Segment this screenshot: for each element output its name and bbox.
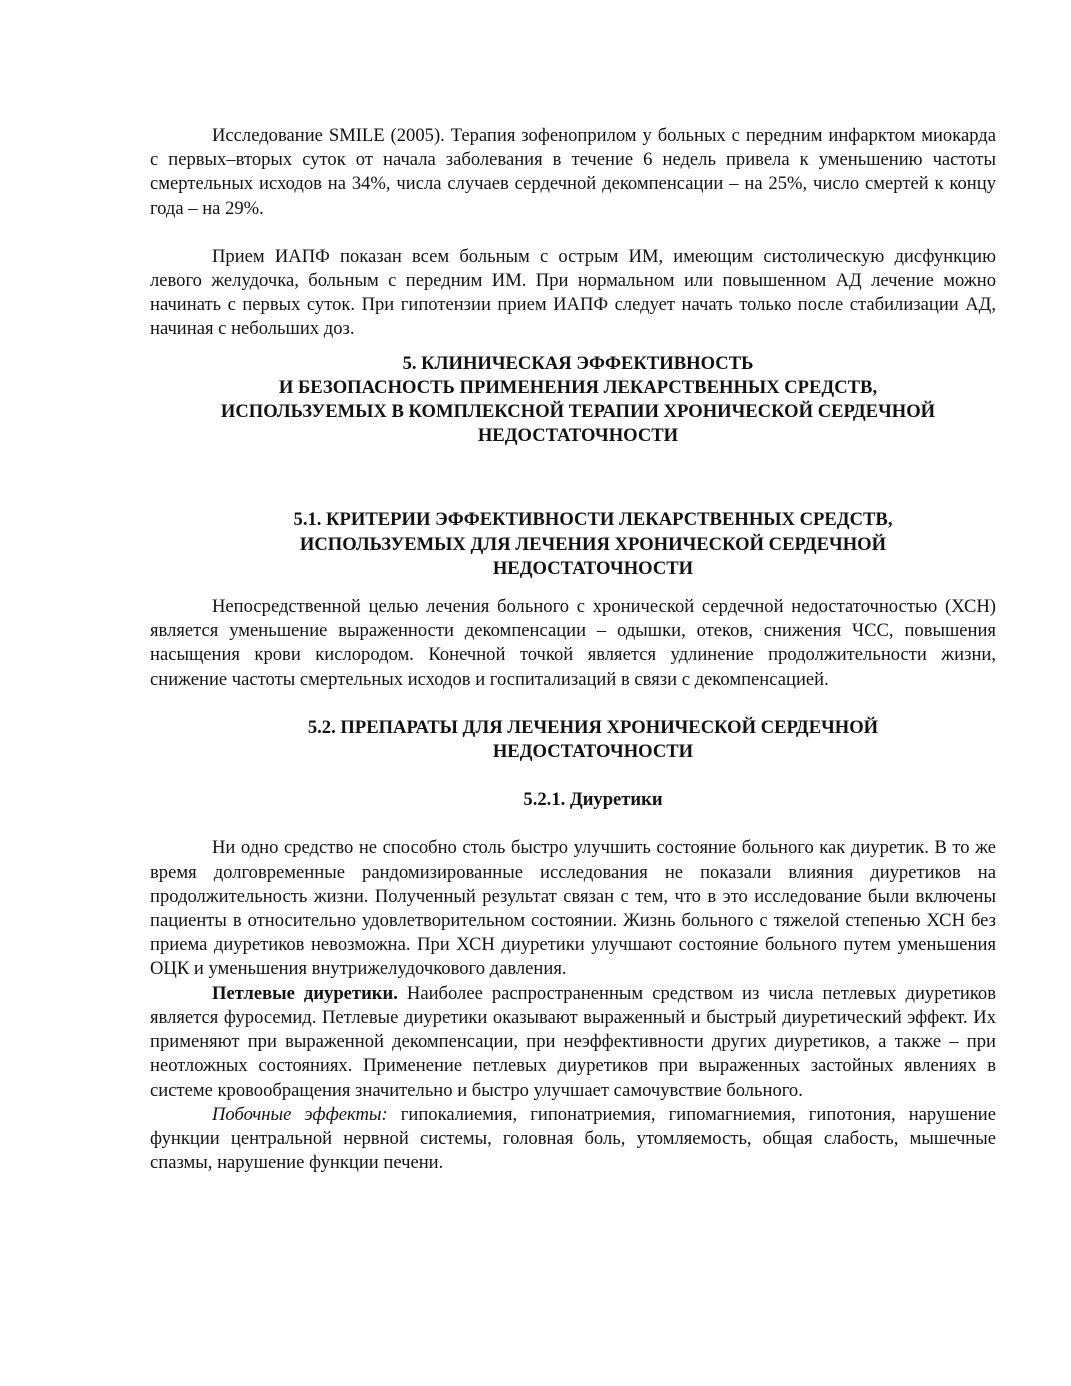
paragraph-diuretics: Ни одно средство не способно столь быстро улучшить состояние больного как диуретик. В то же время долговременные рандомизированные исследования не показали влияния диуретиков на продолжительность жизни. Полученный результат связан с тем, что в это исследование были включены пациенты в относительно удовлетворительном состоянии. Жизнь больного с тяжелой степенью ХСН без приема диуретиков невозможна. При ХСН диуретики улучшают состояние больного путем уменьшения ОЦК и уменьшения внутрижелудочкового давления. — [150, 837, 996, 980]
loop-diuretics-text: Наиболее распространенным средством из числа петлевых диуретиков является фуросемид. Петлевые диуретики оказывают выраженный и быстрый диуретический эффект. Их применяют при выраженной декомпенсации, при неэффективности других диуретиков, а также – при неотложных состояниях. Применение петлевых диуретиков при выраженных застойных явлениях в системе кровообращения значительно и быстро улучшает самочувствие больного. — [150, 982, 996, 1101]
paragraph-smile-study: Исследование SMILE (2005). Терапия зофеноприлом у больных с передним инфарктом миокарда с первых–вторых суток от начала заболевания в течение 6 недель привела к уменьшению частоты смертельных исходов на 34%, числа случаев сердечной декомпенсации – на 25%, число смертей к концу года – на 29%. — [150, 125, 996, 219]
heading-section-5-1-line-3: НЕДОСТАТОЧНОСТИ — [492, 557, 694, 579]
loop-diuretics-lead: Петлевые диуретики. — [212, 982, 398, 1004]
heading-section-5-line-2: И БЕЗОПАСНОСТЬ ПРИМЕНЕНИЯ ЛЕКАРСТВЕННЫХ СРЕДСТВ, — [278, 376, 878, 398]
paragraph-treatment-goal: Непосредственной целью лечения больного с хронической сердечной недостаточностью (ХСН) является уменьшение выраженности декомпенсации – одышки, отеков, снижения ЧСС, повышения насыщения крови кислородом. Конечной точкой является удлинение продолжительности жизни, снижение частоты смертельных исходов и госпитализаций в связи с декомпенсацией. — [150, 596, 996, 690]
heading-section-5-2 — [150, 716, 996, 764]
heading-section-5-line-1: 5. КЛИНИЧЕСКАЯ ЭФФЕКТИВНОСТЬ — [402, 352, 754, 374]
heading-section-5-2-1: 5.2.1. Диуретики — [523, 789, 663, 811]
heading-section-5-line-4: НЕДОСТАТОЧНОСТИ — [477, 425, 679, 447]
heading-section-5 — [150, 352, 996, 449]
heading-section-5-line-3: ИСПОЛЬЗУЕМЫХ В КОМПЛЕКСНОЙ ТЕРАПИИ ХРОНИЧЕСКОЙ СЕРДЕЧНОЙ — [220, 401, 936, 423]
document-page — [150, 124, 996, 1175]
paragraph-loop-diuretics — [150, 982, 996, 1103]
heading-section-5-2-line-2: НЕДОСТАТОЧНОСТИ — [492, 741, 694, 763]
heading-section-5-1 — [150, 508, 996, 581]
heading-section-5-1-line-1: 5.1. КРИТЕРИИ ЭФФЕКТИВНОСТИ ЛЕКАРСТВЕННЫХ СРЕДСТВ, — [293, 509, 893, 531]
paragraph-iapf: Прием ИАПФ показан всем больным с острым ИМ, имеющим систолическую дисфункцию левого желудочка, больным с передним ИМ. При нормальном или повышенном АД лечение можно начинать с первых суток. При гипотензии прием ИАПФ следует начать только после стабилизации АД, начиная с небольших доз. — [150, 245, 996, 340]
heading-section-5-1-line-2: ИСПОЛЬЗУЕМЫХ ДЛЯ ЛЕЧЕНИЯ ХРОНИЧЕСКОЙ СЕРДЕЧНОЙ — [299, 533, 887, 555]
side-effects-lead: Побочные эффекты: — [212, 1103, 388, 1125]
heading-section-5-2-line-1: 5.2. ПРЕПАРАТЫ ДЛЯ ЛЕЧЕНИЯ ХРОНИЧЕСКОЙ СЕРДЕЧНОЙ — [307, 716, 879, 738]
paragraph-side-effects — [150, 1103, 996, 1176]
side-effects-text: гипокалиемия, гипонатриемия, гипомагниемия, гипотония, нарушение функции центральной нервной системы, головная боль, утомляемость, общая слабость, мышечные спазмы, нарушение функции печени. — [150, 1103, 996, 1174]
